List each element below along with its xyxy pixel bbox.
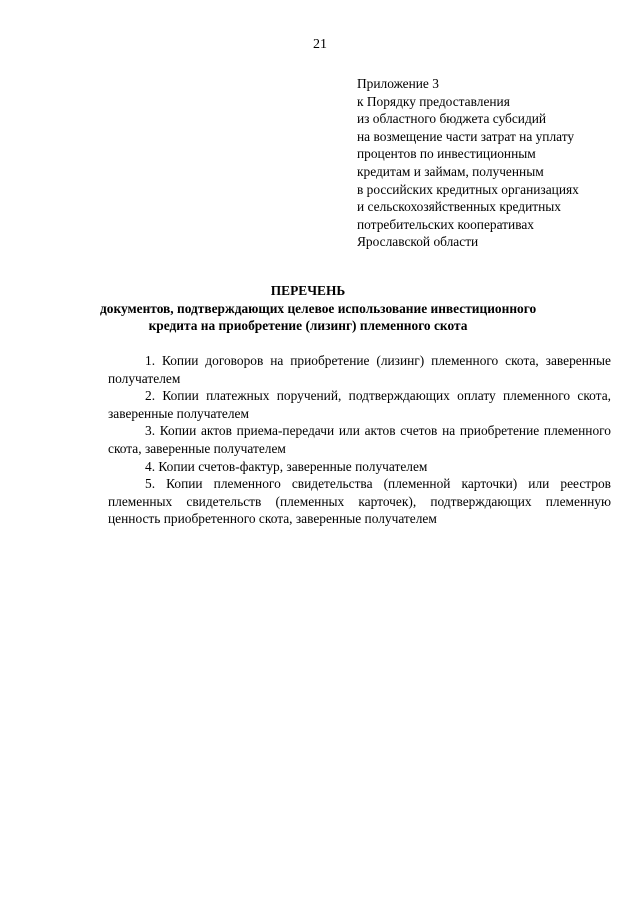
appendix-line: кредитам и займам, полученным	[357, 163, 544, 179]
document-title	[100, 282, 537, 335]
list-item: 4. Копии счетов-фактур, заверенные получателем	[145, 458, 428, 474]
appendix-header	[357, 75, 627, 251]
appendix-line: в российских кредитных организациях	[357, 181, 579, 197]
appendix-line: из областного бюджета субсидий	[357, 111, 547, 127]
appendix-line: на возмещение части затрат на уплату	[357, 128, 575, 144]
appendix-line: к Порядку предоставления	[357, 93, 510, 109]
appendix-line: и сельскохозяйственных кредитных	[357, 199, 561, 215]
list-item: 1. Копии договоров на приобретение (лизинг) племенного скота, заверенные получателем	[108, 353, 611, 386]
appendix-line: Ярославской области	[357, 234, 479, 250]
list-item: 2. Копии платежных поручений, подтверждающих оплату племенного скота, заверенные получателем	[108, 388, 611, 421]
title-line: кредита на приобретение (лизинг) племенного скота	[148, 318, 468, 334]
document-list	[108, 352, 611, 528]
list-item: 5. Копии племенного свидетельства (племенной карточки) или реестров племенных свидетельств (племенных карточек), подтверждающих племенную ценность приобретенного скота, заверенные получателем	[108, 476, 611, 527]
appendix-line: процентов по инвестиционным	[357, 146, 536, 162]
title-line: документов, подтверждающих целевое использование инвестиционного	[100, 300, 537, 316]
list-item: 3. Копии актов приема-передачи или актов счетов на приобретение племенного скота, заверенные получателем	[108, 423, 611, 456]
page-number: 21	[313, 37, 327, 52]
appendix-line: Приложение 3	[357, 76, 439, 91]
title-heading: ПЕРЕЧЕНЬ	[270, 283, 346, 298]
appendix-line: потребительских кооперативах	[357, 216, 534, 232]
